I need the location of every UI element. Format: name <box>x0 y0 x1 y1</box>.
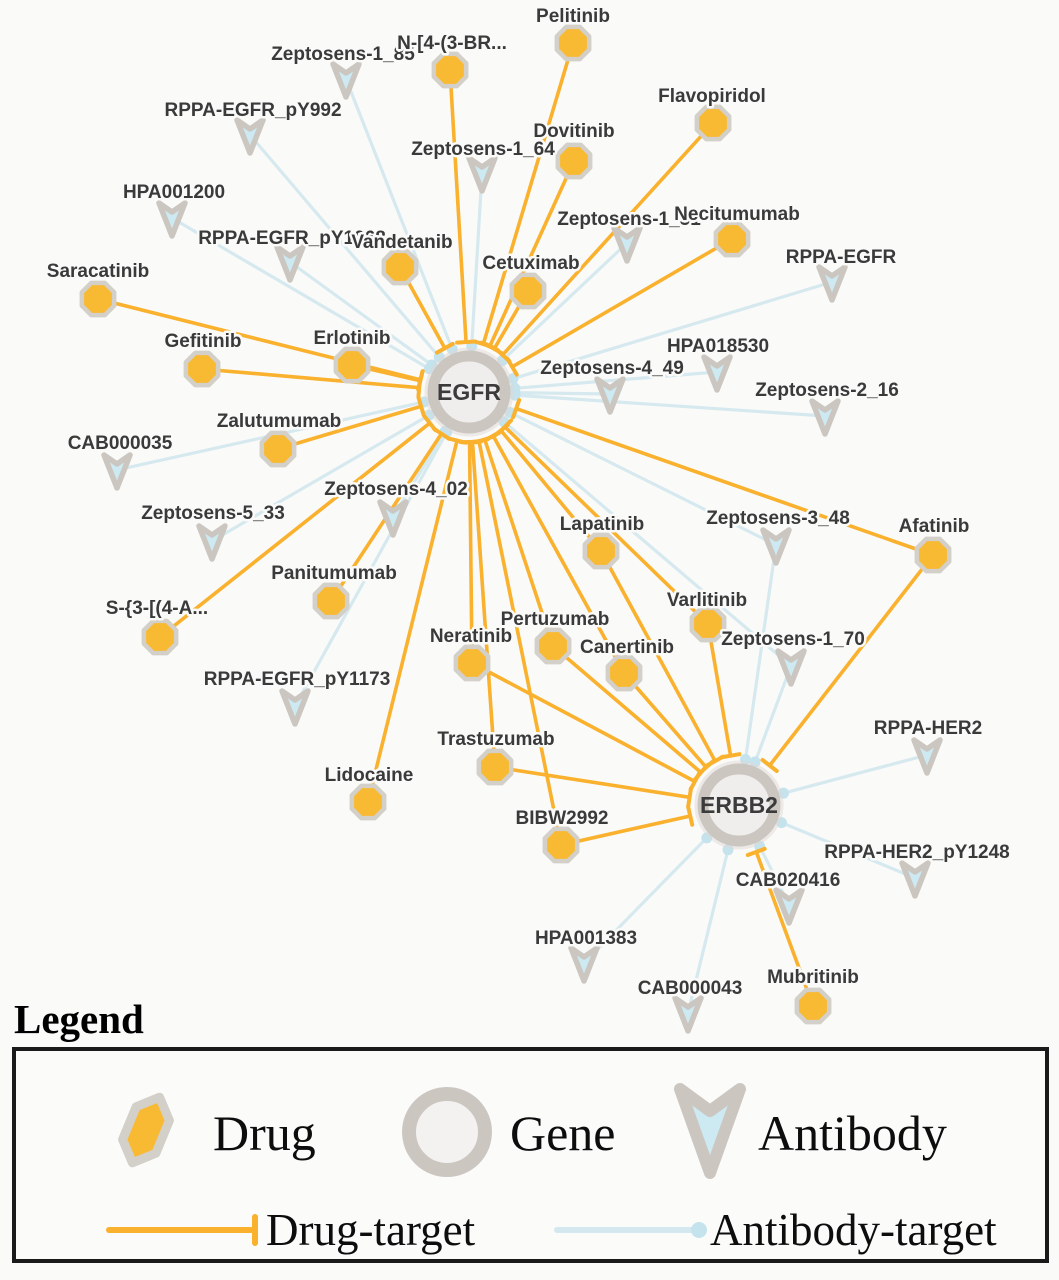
node-label-trastuzumab: Trastuzumab <box>437 729 555 750</box>
legend-drug-target-icon <box>105 1213 277 1247</box>
drug-node-cetuximab[interactable] <box>512 275 544 307</box>
drug-octagon-icon <box>434 54 466 86</box>
antibody-node-rppa-egfr-py1173[interactable] <box>282 691 308 724</box>
drug-node-erlotinib[interactable] <box>336 349 368 381</box>
drug-octagon-icon <box>558 145 590 177</box>
node-label-hpa018530: HPA018530 <box>666 336 770 357</box>
drug-node-trastuzumab[interactable] <box>479 751 511 783</box>
drug-node-neratinib[interactable] <box>456 647 488 679</box>
node-label-afatinib: Afatinib <box>898 516 970 537</box>
antibody-node-zeptosens-1-85[interactable] <box>333 64 359 97</box>
drug-node-flavopiridol[interactable] <box>697 107 729 139</box>
node-label-vandetanib: Vandetanib <box>351 232 453 253</box>
drug-octagon-icon <box>186 353 218 385</box>
gene-label: EGFR <box>437 379 501 405</box>
antibody-chevron-icon <box>104 455 130 488</box>
antibody-node-zeptosens-3-48[interactable] <box>763 530 789 563</box>
drug-node-panitumumab[interactable] <box>315 585 347 617</box>
node-label-zeptosens-4-02: Zeptosens-4_02 <box>324 479 468 500</box>
antibody-chevron-icon <box>819 267 845 300</box>
drug-octagon-icon <box>917 539 949 571</box>
antibody-chevron-icon <box>333 64 359 97</box>
drug-node-pertuzumab[interactable] <box>537 630 569 662</box>
legend-gene-label: Gene <box>510 1105 616 1161</box>
node-label-hpa001200: HPA001200 <box>122 182 226 203</box>
node-label-n-4-3-br: N-[4-(3-BR... <box>397 33 507 54</box>
drug-octagon-icon <box>352 786 384 818</box>
node-label-hpa001383: HPA001383 <box>534 928 638 949</box>
node-label-flavopiridol: Flavopiridol <box>658 86 766 107</box>
antibody-node-rppa-egfr[interactable] <box>819 267 845 300</box>
legend-drug-target-label: Drug-target <box>266 1205 476 1255</box>
drug-octagon-icon <box>262 433 294 465</box>
drug-octagon-icon <box>479 751 511 783</box>
node-label-rppa-egfr-py1173: RPPA-EGFR_pY1173 <box>203 669 391 690</box>
node-label-zeptosens-3-48: Zeptosens-3_48 <box>706 508 850 529</box>
node-label-bibw2992: BIBW2992 <box>515 808 609 829</box>
node-label-pelitinib: Pelitinib <box>536 6 610 27</box>
drug-target-edge-trastuzumab-egfr <box>472 442 495 767</box>
drug-node-zalutumumab[interactable] <box>262 433 294 465</box>
drug-target-edge-trastuzumab-erbb2 <box>495 767 690 797</box>
node-label-cab000043: CAB000043 <box>637 978 743 999</box>
legend-antibody-target-icon <box>553 1213 718 1247</box>
drug-octagon-icon <box>697 107 729 139</box>
antibody-node-rppa-egfr-py1068[interactable] <box>277 247 303 280</box>
drug-node-saracatinib[interactable] <box>82 283 114 315</box>
antibody-node-zeptosens-5-33[interactable] <box>199 526 225 559</box>
node-label-gefitinib: Gefitinib <box>164 331 242 352</box>
antibody-chevron-icon <box>812 401 838 434</box>
drug-node-mubritinib[interactable] <box>797 990 829 1022</box>
drug-target-edge-n-4-3-br-egfr <box>450 70 466 342</box>
node-label-rppa-egfr-py1068: RPPA-EGFR_pY1068 <box>198 228 386 249</box>
legend-antibody-icon <box>666 1069 754 1185</box>
drug-node-bibw2992[interactable] <box>545 829 577 861</box>
node-label-zeptosens-1-51: Zeptosens-1_51 <box>557 209 701 230</box>
gene-label: ERBB2 <box>700 792 778 818</box>
edge-endpoint-tee <box>688 807 692 825</box>
antibody-chevron-icon <box>675 998 701 1031</box>
node-label-dovitinib: Dovitinib <box>533 121 615 142</box>
antibody-chevron-icon <box>914 740 940 773</box>
antibody-node-rppa-her2-py1248[interactable] <box>902 863 928 896</box>
drug-octagon-icon <box>512 275 544 307</box>
node-label-zeptosens-2-16: Zeptosens-2_16 <box>755 380 899 401</box>
node-label-panitumumab: Panitumumab <box>271 563 397 584</box>
drug-node-s-3-4-a[interactable] <box>144 621 176 653</box>
antibody-chevron-icon <box>277 247 303 280</box>
gene-node-erbb2[interactable] <box>696 762 782 848</box>
drug-node-vandetanib[interactable] <box>384 251 416 283</box>
drug-octagon-icon <box>456 647 488 679</box>
edge-endpoint-tee <box>722 754 740 757</box>
legend-antibody-label: Antibody <box>758 1105 947 1161</box>
antibody-chevron-icon <box>763 530 789 563</box>
node-label-lapatinib: Lapatinib <box>559 514 645 535</box>
legend-drug-label: Drug <box>213 1105 316 1161</box>
drug-octagon-icon <box>797 990 829 1022</box>
drug-node-gefitinib[interactable] <box>186 353 218 385</box>
antibody-chevron-icon <box>902 863 928 896</box>
antibody-chevron-icon <box>159 203 185 236</box>
antibody-chevron-icon <box>597 379 623 412</box>
antibody-node-zeptosens-2-16[interactable] <box>812 401 838 434</box>
antibody-chevron-icon <box>282 691 308 724</box>
legend-gene-icon <box>395 1080 499 1184</box>
drug-octagon-icon <box>537 630 569 662</box>
node-label-pertuzumab: Pertuzumab <box>500 609 610 630</box>
antibody-node-hpa018530[interactable] <box>704 357 730 390</box>
drug-octagon-icon <box>144 621 176 653</box>
edge-endpoint-tee <box>418 372 422 390</box>
drug-node-lapatinib[interactable] <box>585 535 617 567</box>
legend-box <box>12 1047 1049 1263</box>
edge-endpoint-tee <box>457 342 475 343</box>
antibody-target-edge-rppa-her2-erbb2 <box>783 755 927 793</box>
node-label-zeptosens-5-33: Zeptosens-5_33 <box>141 503 285 524</box>
antibody-node-zeptosens-1-51[interactable] <box>614 228 640 261</box>
drug-octagon-icon <box>545 829 577 861</box>
node-label-erlotinib: Erlotinib <box>313 328 391 349</box>
drug-octagon-icon <box>82 283 114 315</box>
drug-octagon-icon <box>557 27 589 59</box>
drug-octagon-icon <box>716 223 748 255</box>
node-label-zeptosens-1-85: Zeptosens-1_85 <box>271 44 415 65</box>
node-label-zeptosens-4-49: Zeptosens-4_49 <box>540 358 684 379</box>
drug-node-dovitinib[interactable] <box>558 145 590 177</box>
antibody-chevron-icon <box>571 948 597 981</box>
drug-node-necitumumab[interactable] <box>716 223 748 255</box>
antibody-node-hpa001200[interactable] <box>159 203 185 236</box>
antibody-chevron-icon <box>614 228 640 261</box>
drug-node-varlitinib[interactable] <box>692 608 724 640</box>
legend-antibody-target-label: Antibody-target <box>710 1205 997 1255</box>
node-label-cab020416: CAB020416 <box>735 870 841 891</box>
node-label-zalutumumab: Zalutumumab <box>216 411 342 432</box>
node-label-varlitinib: Varlitinib <box>666 590 748 611</box>
antibody-node-zeptosens-1-70[interactable] <box>778 651 804 684</box>
legend-title: Legend <box>14 996 144 1042</box>
node-label-lidocaine: Lidocaine <box>324 765 414 786</box>
node-label-mubritinib: Mubritinib <box>767 967 859 988</box>
antibody-target-edge-zeptosens-4-49-egfr <box>515 393 610 394</box>
antibody-chevron-icon <box>199 526 225 559</box>
node-label-zeptosens-1-70: Zeptosens-1_70 <box>721 629 865 650</box>
antibody-chevron-icon <box>469 158 495 191</box>
drug-node-n-4-3-br[interactable] <box>434 54 466 86</box>
drug-octagon-icon <box>608 657 640 689</box>
legend-drug-icon <box>97 1081 195 1179</box>
drug-node-pelitinib[interactable] <box>557 27 589 59</box>
antibody-node-cab000035[interactable] <box>104 455 130 488</box>
antibody-node-cab000043[interactable] <box>675 998 701 1031</box>
node-label-necitumumab: Necitumumab <box>674 204 800 225</box>
edge-endpoint-tee <box>513 400 519 417</box>
node-label-rppa-egfr: RPPA-EGFR <box>785 247 897 268</box>
antibody-chevron-icon <box>778 651 804 684</box>
drug-octagon-icon <box>585 535 617 567</box>
node-label-rppa-her2: RPPA-HER2 <box>873 718 983 739</box>
drug-node-canertinib[interactable] <box>608 657 640 689</box>
antibody-node-hpa001383[interactable] <box>571 948 597 981</box>
node-label-rppa-her2-py1248: RPPA-HER2_pY1248 <box>824 842 1010 863</box>
node-label-s-3-4-a: S-{3-[(4-A... <box>105 598 209 619</box>
drug-node-lidocaine[interactable] <box>352 786 384 818</box>
drug-octagon-icon <box>315 585 347 617</box>
antibody-node-zeptosens-1-64[interactable] <box>469 158 495 191</box>
antibody-node-rppa-her2[interactable] <box>914 740 940 773</box>
node-label-canertinib: Canertinib <box>580 637 674 658</box>
antibody-target-edge-zeptosens-1-64-egfr <box>472 173 482 346</box>
node-label-zeptosens-1-64: Zeptosens-1_64 <box>411 139 555 160</box>
node-label-cab000035: CAB000035 <box>67 433 173 454</box>
drug-node-afatinib[interactable] <box>917 539 949 571</box>
node-label-cetuximab: Cetuximab <box>482 253 580 274</box>
antibody-target-edge-zeptosens-3-48-erbb2 <box>745 545 776 759</box>
drug-octagon-icon <box>384 251 416 283</box>
gene-node-egfr[interactable] <box>426 349 512 435</box>
antibody-chevron-icon <box>704 357 730 390</box>
drug-octagon-icon <box>336 349 368 381</box>
node-label-rppa-egfr-py992: RPPA-EGFR_pY992 <box>164 100 342 121</box>
antibody-node-zeptosens-4-49[interactable] <box>597 379 623 412</box>
node-label-neratinib: Neratinib <box>429 626 513 647</box>
node-label-saracatinib: Saracatinib <box>46 261 150 282</box>
edge-endpoint-tee <box>688 788 691 806</box>
drug-octagon-icon <box>692 608 724 640</box>
